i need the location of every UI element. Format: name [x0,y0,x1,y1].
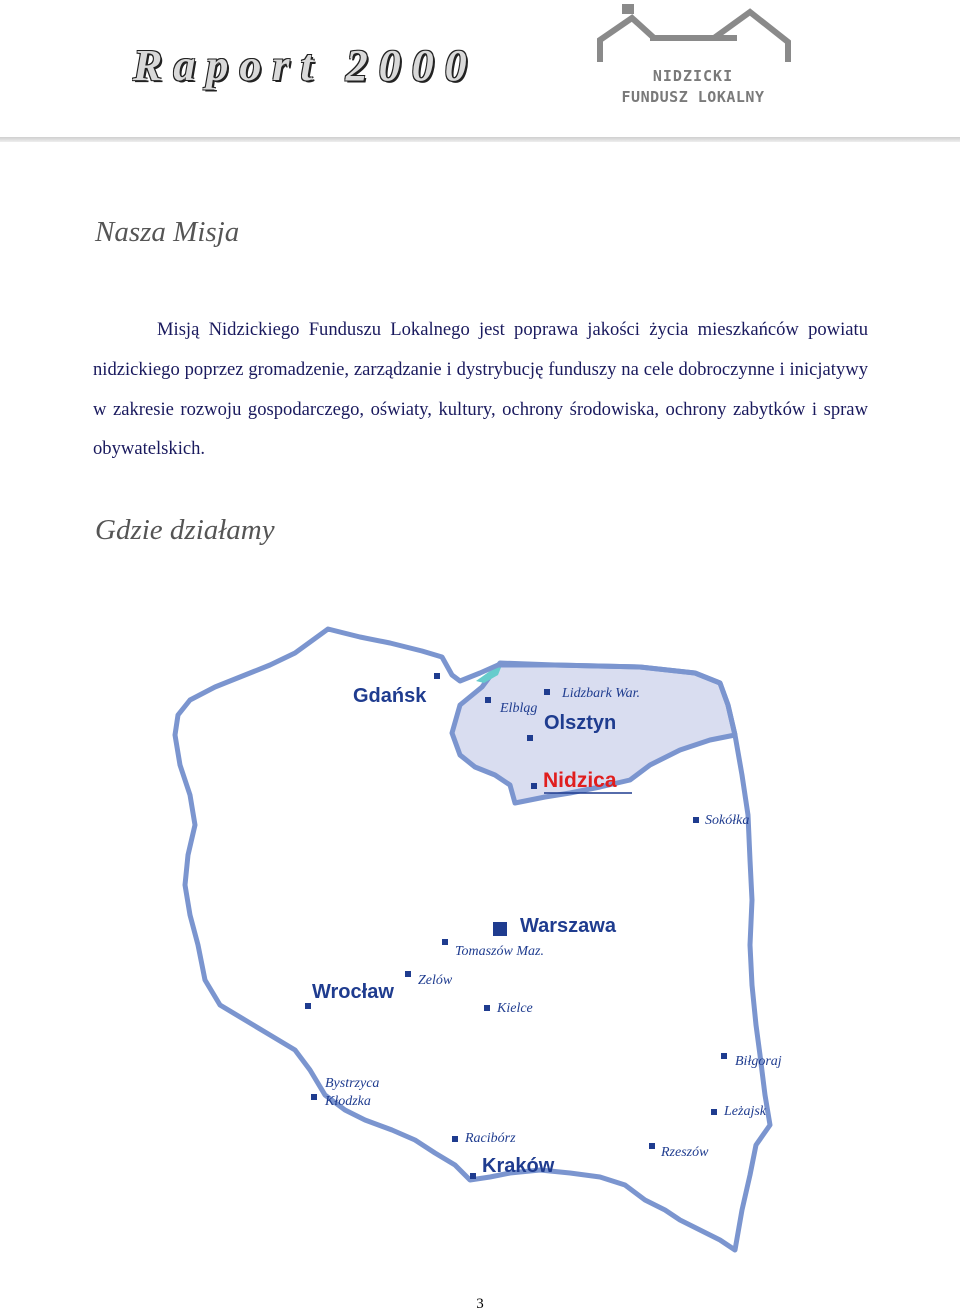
label-olsztyn: Olsztyn [544,712,617,734]
label-gdansk: Gdańsk [353,685,427,707]
label-lidzbark: Lidzbark War. [562,686,641,701]
marker-lezajsk [711,1109,717,1115]
report-title: Raport 2000 [133,41,478,90]
label-tomaszow: Tomaszów Maz. [455,944,544,959]
label-lezajsk: Leżajsk [724,1104,766,1119]
logo-line1: NIDZICKI [652,67,734,85]
marker-nidzica [531,783,537,789]
marker-elblag [485,697,491,703]
marker-olsztyn [527,735,533,741]
label-bystrzyca-1: Bystrzyca [325,1076,380,1091]
marker-sokolka [693,817,699,823]
label-krakow: Kraków [482,1155,555,1177]
label-bystrzyca-2: Kłodzka [325,1094,371,1109]
marker-warszawa [493,922,507,936]
header-divider [0,137,960,142]
label-rzeszow: Rzeszów [661,1145,709,1160]
poland-map [160,625,810,1255]
mission-paragraph: Misją Nidzickiego Funduszu Lokalnego jest poprawa jakości życia mieszkańców powiatu nidzickiego poprzez gromadzenie, zarządzanie i dystrybucję funduszy na cele dobroczynne i inicjatywy w zakresie rozwoju gospodarczego, oświaty, kultury, ochrony środowiska, ochrony zabytków i spraw obywatelskich. [93,319,868,460]
logo-line2: FUNDUSZ LOKALNY [621,88,765,106]
label-nidzica: Nidzica [543,769,617,792]
marker-rzeszow [649,1143,655,1149]
marker-zelow [405,971,411,977]
label-elblag: Elbląg [500,701,538,716]
label-sokolka: Sokółka [705,813,750,828]
marker-kielce [484,1005,490,1011]
label-bilgoraj: Biłgoraj [735,1054,782,1069]
fund-logo [592,4,794,108]
marker-wroclaw [305,1003,311,1009]
marker-krakow [470,1173,476,1179]
marker-bystrzyca [311,1094,317,1100]
label-warszawa: Warszawa [520,915,616,937]
where-heading: Gdzie działamy [95,514,275,546]
marker-lidzbark [544,689,550,695]
page-number: 3 [476,1296,484,1312]
label-zelow: Zelów [418,973,453,988]
label-kielce: Kielce [497,1001,533,1016]
mission-heading: Nasza Misja [95,216,240,248]
marker-raciborz [452,1136,458,1142]
label-wroclaw: Wrocław [312,981,394,1003]
marker-tomaszow [442,939,448,945]
marker-bilgoraj [721,1053,727,1059]
label-raciborz: Racibórz [465,1131,516,1146]
marker-gdansk [434,673,440,679]
